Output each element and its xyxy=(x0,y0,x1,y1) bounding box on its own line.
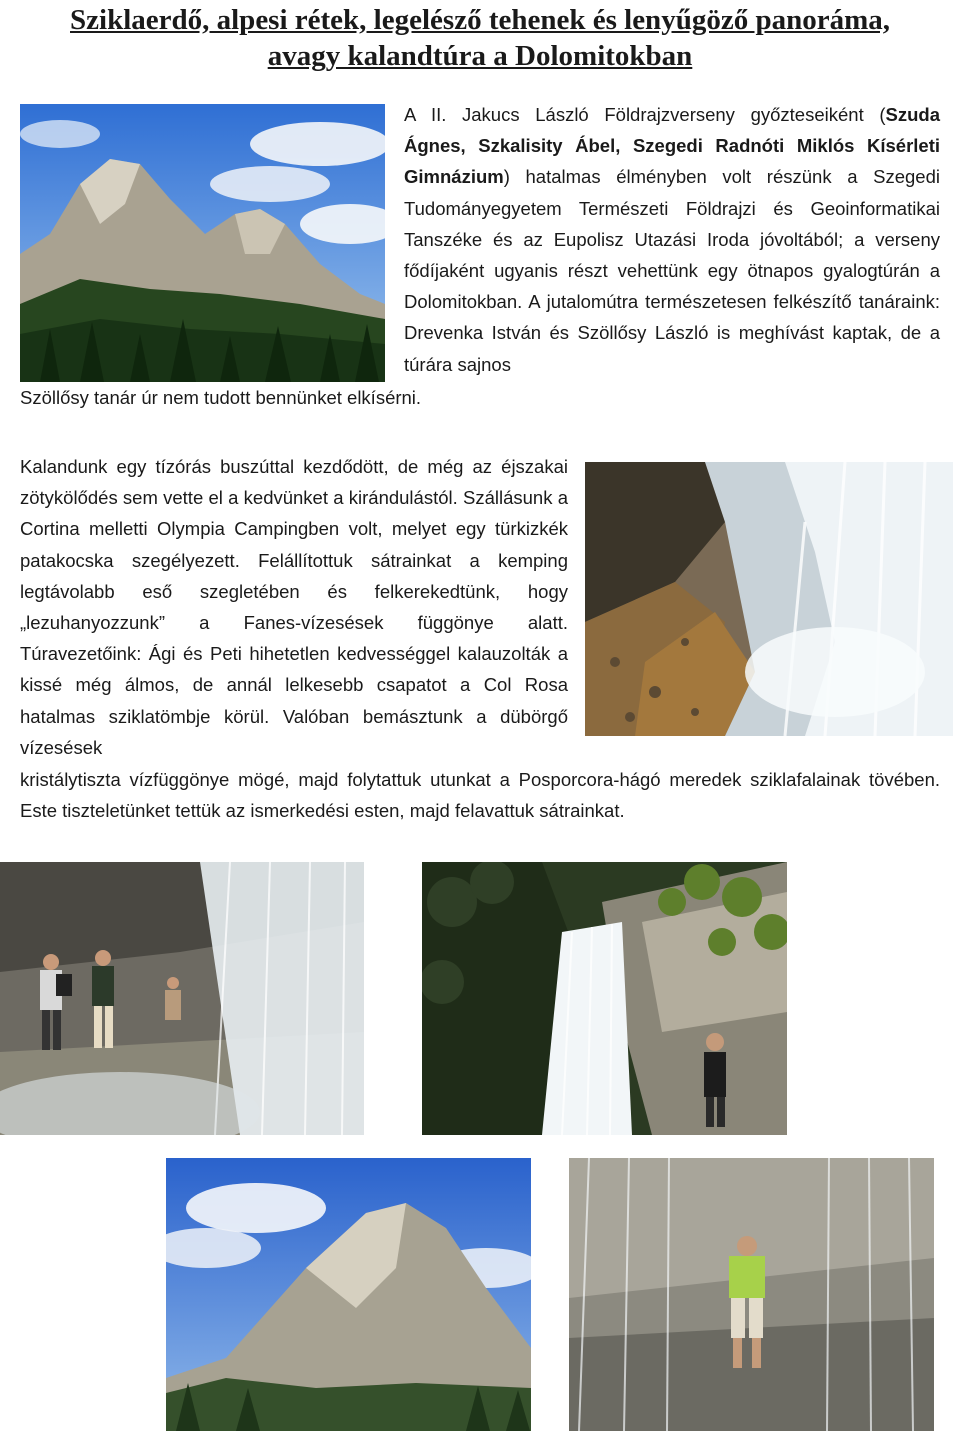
photo-waterfall-cliff xyxy=(422,862,787,1135)
adventure-text-full-width: kristálytiszta vízfüggönye mögé, majd folytattuk utunkat a Posporcora-hágó meredek sziklafalainak tövében. Este tiszteletünket tettük az ismerkedési esten, majd felavattuk sátrainkat. xyxy=(20,769,940,822)
paragraph-intro-end xyxy=(20,382,940,413)
title-line-1: Sziklaerdő, alpesi rétek, legelésző tehenek és lenyűgöző panoráma, xyxy=(70,4,890,36)
intro-text-rest: ) hatalmas élményben volt részünk a Szegedi Tudományegyetem Természeti Földrajzi és Geoinformatikai Tanszéke és az Eupolisz Utazási Iroda jóvoltából; a verseny fődíjaként ugyanis részt vehettünk egy ötnapos gyalogtúrán a Dolomitokban. A jutalomútra természetesen felkészítő tanáraink: Drevenka István és Szöllősy László is meghívást kaptak, de a túrára sajnos xyxy=(404,166,940,375)
paragraph-adventure-end xyxy=(20,764,940,826)
article-title xyxy=(0,0,960,74)
paragraph-adventure xyxy=(20,451,568,763)
intro-text-last-line: Szöllősy tanár úr nem tudott bennünket elkísérni. xyxy=(20,387,422,408)
adventure-text-wrapped: Kalandunk egy tízórás buszúttal kezdődött, de még az éjszakai zötykölődés sem vette el a kedvünket a kirándulástól. Szállásunk a Cortina melletti Olympia Campingben volt, melyet egy türkizkék patakocska szegélyezett. Felállítottuk sátrainkat a kemping legtávolabb eső szegletében és felkerekedtünk, hogy „lezuhanyozzunk” a Fanes-vízesések függönye alatt. Túravezetőink: Ági és Peti hihetetlen kedvességgel kalauzolták a kissé még álmos, de annál lelkesebb csapatot a Col Rosa hatalmas sziklatömbje körül. Valóban bemásztunk a dübörgő vízesések xyxy=(20,456,568,758)
photo-hiker-water-curtain xyxy=(569,1158,934,1431)
title-line-2: avagy kalandtúra a Dolomitokban xyxy=(267,40,693,72)
photo-rock-peak xyxy=(166,1158,531,1431)
photo-waterfall-rocks xyxy=(585,462,953,736)
paragraph-intro xyxy=(404,99,940,380)
photo-mountain-peaks xyxy=(20,104,385,382)
intro-text-bold: Szuda Ágnes, Szkalisity Ábel, Szegedi Radnóti Miklós Kísérleti Gimnázium xyxy=(404,104,940,188)
photo-hikers-waterfall xyxy=(0,862,364,1135)
intro-text-start: A II. Jakucs László Földrajzverseny győzteseiként ( xyxy=(404,104,886,125)
